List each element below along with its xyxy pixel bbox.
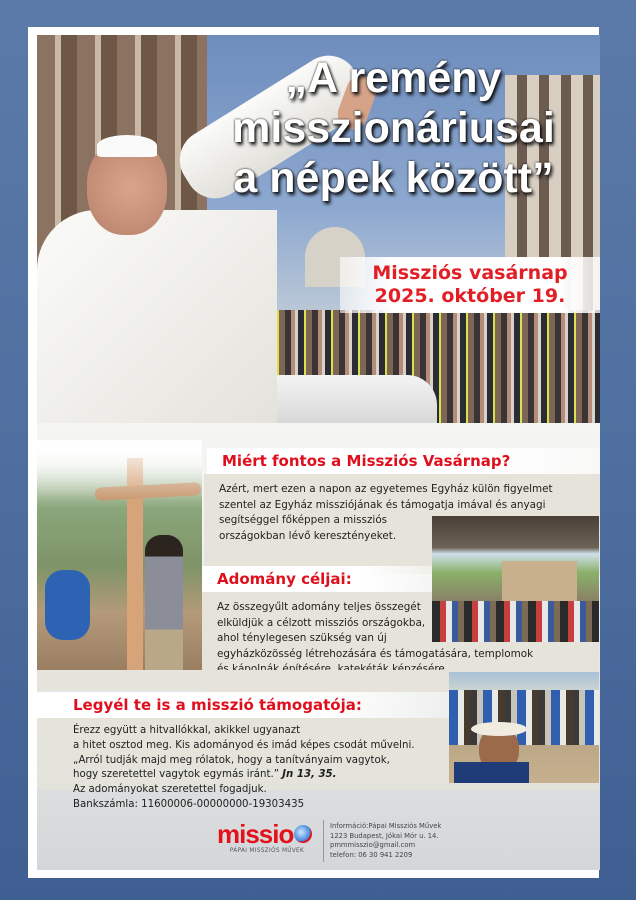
text-line: elküldjük a célzott missziós országokba, <box>217 616 426 629</box>
praying-man <box>145 535 183 670</box>
text-line: Az összegyűlt adomány teljes összegét <box>217 601 421 613</box>
pope-robe <box>37 210 277 423</box>
kneeling-person <box>45 570 90 640</box>
logo-subtitle: PÁPAI MISSZIÓS MŰVEK <box>229 848 305 854</box>
mission-hall-gathering-photo <box>432 516 599 642</box>
pope-waving-crowd-photo <box>37 35 600 423</box>
zucchetto <box>97 135 157 157</box>
text-line: országokban lévő keresztényeket. <box>219 529 397 542</box>
globe-icon <box>294 825 312 843</box>
wooden-cross-prayer-photo <box>37 440 202 670</box>
section-heading-band <box>202 566 434 592</box>
title-line-3: a népek között” <box>233 154 554 202</box>
text-line: egyházközösség létrehozására és támogatására, templomok <box>217 647 534 660</box>
text-line: Azért, mert ezen a napon az egyetemes Egyház külön figyelmet <box>219 483 553 495</box>
text-line: Érezz együtt a hitvallókkal, akikkel ugyanazt <box>73 725 301 736</box>
logo-word: missio <box>217 819 294 849</box>
missio-logo <box>217 821 317 854</box>
text-line: a hitet osztod meg. Kis adományod és imád képes csodát művelni. <box>73 739 415 751</box>
group-selfie-photo <box>449 672 599 783</box>
bank-account: Bankszámla: 11600006-00000000-19303435 <box>73 798 305 810</box>
event-date-box <box>340 257 600 313</box>
info-phone: telefon: 06 30 941 2209 <box>330 851 413 860</box>
title-line-1: „A remény <box>285 54 502 102</box>
poster-title <box>187 53 600 203</box>
bible-citation: Jn 13, 35. <box>282 769 337 781</box>
text-line: Az adományokat szeretettel fogadjuk. <box>73 784 267 796</box>
stage <box>502 561 577 601</box>
text-line: ahol ténylegesen szükség van új <box>217 632 387 645</box>
title-line-2: misszionáriusai <box>232 104 555 152</box>
info-org: Információ:Pápai Missziós Művek <box>330 822 442 830</box>
text-line: segítséggel főképpen a missziós <box>219 514 388 527</box>
poster <box>37 35 600 870</box>
text-line: szentel az Egyház missziójának és támogatja imával és anyagi <box>219 498 546 511</box>
contact-info <box>330 822 441 861</box>
quote-end: hogy szeretettel vagytok egymás iránt.” <box>73 769 280 781</box>
section-heading-donation: Adomány céljai: <box>217 570 352 588</box>
info-email[interactable]: pmmmisszio@gmail.com <box>330 841 416 850</box>
footer-divider <box>323 820 324 862</box>
section-text-support <box>73 724 415 813</box>
text-line: „Arról tudják majd meg rólatok, hogy a tanítványaim vagytok, <box>73 754 390 766</box>
section-heading-support: Legyél te is a misszió támogatója: <box>73 696 362 714</box>
shirt <box>454 762 529 783</box>
section-heading-band <box>207 448 600 474</box>
info-address: 1223 Budapest, Jókai Mór u. 14. <box>330 831 439 840</box>
text-line <box>73 768 415 783</box>
group-of-people <box>449 690 599 745</box>
photo-fade <box>37 440 202 500</box>
section-heading-band <box>37 692 449 718</box>
section-heading-why: Miért fontos a Missziós Vasárnap? <box>222 452 511 470</box>
event-date: 2025. október 19. <box>374 285 566 307</box>
event-name: Missziós vasárnap <box>372 262 568 284</box>
seated-people <box>432 601 599 642</box>
hat <box>471 722 527 736</box>
